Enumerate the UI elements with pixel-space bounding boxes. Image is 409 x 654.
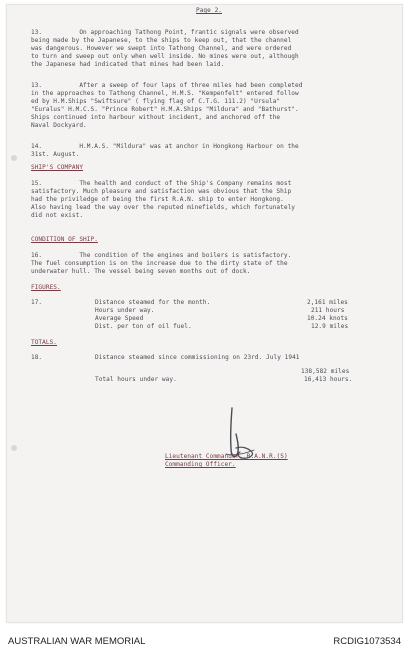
figures-label: Average Speed [95,315,144,322]
figures-label: Dist. per ton of oil fuel. [95,323,192,330]
totals-hours-value: 16,413 hours. [304,376,353,383]
punch-hole [11,445,17,451]
para-13b-line: "Euralus" H.M.C.S. "Prince Robert" H.M.A.Ships "Mildura" and "Bathurst". [31,106,299,113]
signature-rank: Lieutenant Commander, R.A.N.R.(S) [165,453,288,460]
para-15-line: 15. The health and conduct of the Ship's Company remains most [31,180,292,187]
totals-distance-value: 138,582 miles [301,368,350,375]
para-16-line: The fuel consumption is on the increase due to the dirty state of the [31,260,288,267]
para-15-line: did not exist. [31,212,84,219]
figures-label: Distance steamed for the month. [95,299,211,306]
figures-value: 10.24 knots [307,315,348,322]
totals-distance-label: Distance steamed since commissioning on 23rd. July 1941 [95,354,300,361]
para-13-line: was dangerous. However we swept into Tathong Channel, and were ordered [31,45,292,52]
archive-credit: AUSTRALIAN WAR MEMORIAL [8,636,146,647]
totals-hours-label: Total hours under way. [95,376,177,383]
figures-value: 2,161 miles [307,299,348,306]
para-17-number: 17. [31,299,43,306]
condition-heading: CONDITION OF SHIP. [31,236,98,243]
para-15-line: Also having lead the way over the reputed minefields, which fortunately [31,204,296,211]
para-13b-line: Naval Dockyard. [31,122,87,129]
para-16-line: underwater hull. The vessel being seven months out of dock. [31,268,251,275]
figures-value: 211 hours [311,307,345,314]
punch-hole [11,155,17,161]
para-18-number: 18. [31,354,43,361]
para-13-line: the Japanese had indicated that mines had been laid. [31,61,225,68]
figures-value: 12.9 miles [311,323,349,330]
para-13b-line: ed by H.M.Ships "Swiftsure" ( flying flag of C.T.G. 111.2) "Ursula" [31,98,281,105]
para-14-line: 31st. August. [31,151,80,158]
totals-heading: TOTALS. [31,339,58,346]
para-13b-line: 13. After a sweep of four laps of three miles had been completed [31,82,303,89]
para-15-line: had the priviledge of being the first R.A.N. ship to enter Hongkong. [31,196,284,203]
ships-company-heading: SHIP'S COMPANY [31,164,84,171]
page-number: Page 2. [196,7,223,14]
para-13-line: being made by the Japanese, to the ships to keep out, that the channel [31,37,292,44]
para-13b-line: in the approaches to Tathong Channel, H.M.S. "Kempenfelt" entered follow [31,90,299,97]
figures-label: Hours under way. [95,307,155,314]
para-13-line: to turn and sweep out only when well inside. No mines were out, although [31,53,299,60]
figures-heading: FIGURES. [31,284,61,291]
signature-title: Commanding Officer. [165,461,236,468]
para-16-line: 16. The condition of the engines and boilers is satisfactory. [31,252,292,259]
para-13-line: 13. On approaching Tathong Point, frantic signals were observed [31,29,299,36]
para-13b-line: Ships continued into harbour without incident, and anchored off the [31,114,281,121]
para-15-line: satisfactory. Much pleasure and satisfaction was obvious that the Ship [31,188,292,195]
para-14-line: 14. H.M.A.S. "Mildura" was at anchor in Hongkong Harbour on the [31,143,299,150]
archive-reference: RCDIG1073534 [333,636,401,647]
